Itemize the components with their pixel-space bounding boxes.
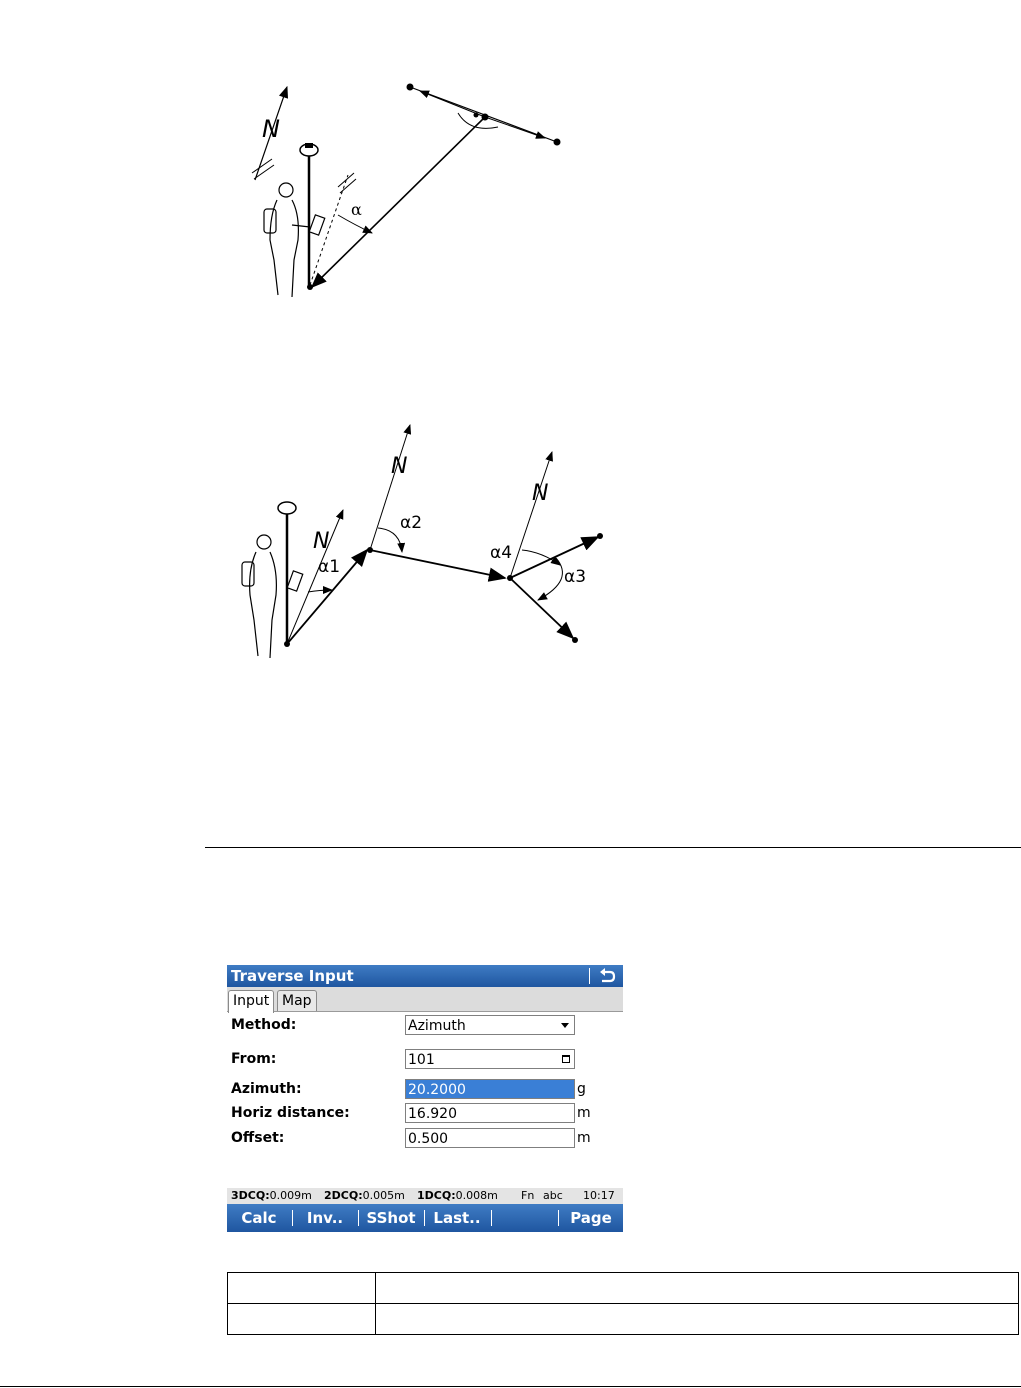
tab-strip	[227, 987, 623, 1012]
north-label-3: N	[532, 481, 549, 506]
offset-label: Offset:	[231, 1130, 285, 1146]
offset-unit: m	[577, 1130, 591, 1146]
cq2d-value: 0.005m	[362, 1189, 405, 1202]
empty-softkey	[492, 1204, 556, 1232]
surveyor-figure	[242, 535, 303, 658]
clock: 10:17	[583, 1189, 615, 1202]
screen-title: Traverse Input	[231, 967, 354, 985]
tab-map[interactable]: Map	[277, 990, 317, 1011]
sshot-button[interactable]: SShot	[366, 1209, 416, 1227]
table-row	[228, 1304, 1019, 1335]
offset-value: 0.500	[408, 1131, 449, 1147]
azimuth-value: 20.2000	[408, 1082, 466, 1098]
offset-input[interactable]	[405, 1128, 575, 1148]
cq1d-label: 1DCQ:	[417, 1189, 456, 1202]
device-screen	[227, 965, 623, 1232]
method-dropdown[interactable]	[405, 1015, 575, 1035]
angle-label-2: α2	[400, 513, 423, 533]
north-label-1: N	[313, 529, 330, 554]
method-row	[227, 1015, 623, 1037]
point-picker-icon[interactable]	[562, 1055, 570, 1063]
cq2d-label: 2DCQ:	[324, 1189, 363, 1202]
horiz-distance-row	[227, 1103, 623, 1125]
last-button[interactable]: Last..	[433, 1209, 481, 1227]
calc-button[interactable]: Calc	[241, 1209, 277, 1227]
table-cell	[376, 1304, 1019, 1335]
angle-label-4: α4	[490, 543, 513, 563]
softkey-bar	[227, 1204, 623, 1232]
cq1d-value: 0.008m	[455, 1189, 498, 1202]
method-value: Azimuth	[408, 1018, 466, 1034]
horiz-distance-value: 16.920	[408, 1106, 457, 1122]
offset-row	[227, 1128, 623, 1150]
input-mode-indicator: abc	[543, 1189, 563, 1202]
azimuth-unit: g	[577, 1081, 586, 1097]
from-value: 101	[408, 1052, 435, 1068]
footer-rule	[0, 1386, 1021, 1387]
horiz-distance-input[interactable]	[405, 1103, 575, 1123]
from-field[interactable]	[405, 1049, 575, 1069]
tab-input[interactable]: Input	[228, 990, 274, 1013]
from-label: From:	[231, 1051, 277, 1067]
title-bar	[227, 965, 623, 987]
angle-label: α	[351, 200, 362, 219]
north-label: N	[262, 115, 280, 143]
horiz-distance-unit: m	[577, 1105, 591, 1121]
angle-label-1: α1	[318, 557, 341, 577]
figure-single-azimuth	[230, 75, 590, 310]
title-separator	[589, 968, 590, 984]
back-arrow-icon[interactable]	[597, 966, 617, 986]
angle-label-3: α3	[564, 567, 587, 587]
from-row	[227, 1049, 623, 1071]
status-bar	[227, 1188, 623, 1204]
chevron-down-icon	[561, 1023, 569, 1028]
cq3d-value: 0.009m	[269, 1189, 312, 1202]
azimuth-input[interactable]	[405, 1079, 575, 1099]
table-cell	[228, 1273, 376, 1304]
horiz-distance-label: Horiz distance:	[231, 1105, 350, 1121]
azimuth-row	[227, 1079, 623, 1101]
fn-indicator: Fn	[521, 1189, 535, 1202]
table-cell	[228, 1304, 376, 1335]
figure-traverse	[220, 420, 620, 665]
inv-button[interactable]: Inv..	[306, 1209, 344, 1227]
table-cell	[376, 1273, 1019, 1304]
azimuth-label: Azimuth:	[231, 1081, 302, 1097]
cq3d-label: 3DCQ:	[231, 1189, 270, 1202]
table-row	[228, 1273, 1019, 1304]
section-divider	[205, 847, 1021, 848]
surveyor-figure	[264, 183, 325, 297]
description-table	[227, 1272, 1019, 1335]
page-button[interactable]: Page	[570, 1209, 612, 1227]
north-label-2: N	[391, 454, 408, 479]
method-label: Method:	[231, 1017, 297, 1033]
